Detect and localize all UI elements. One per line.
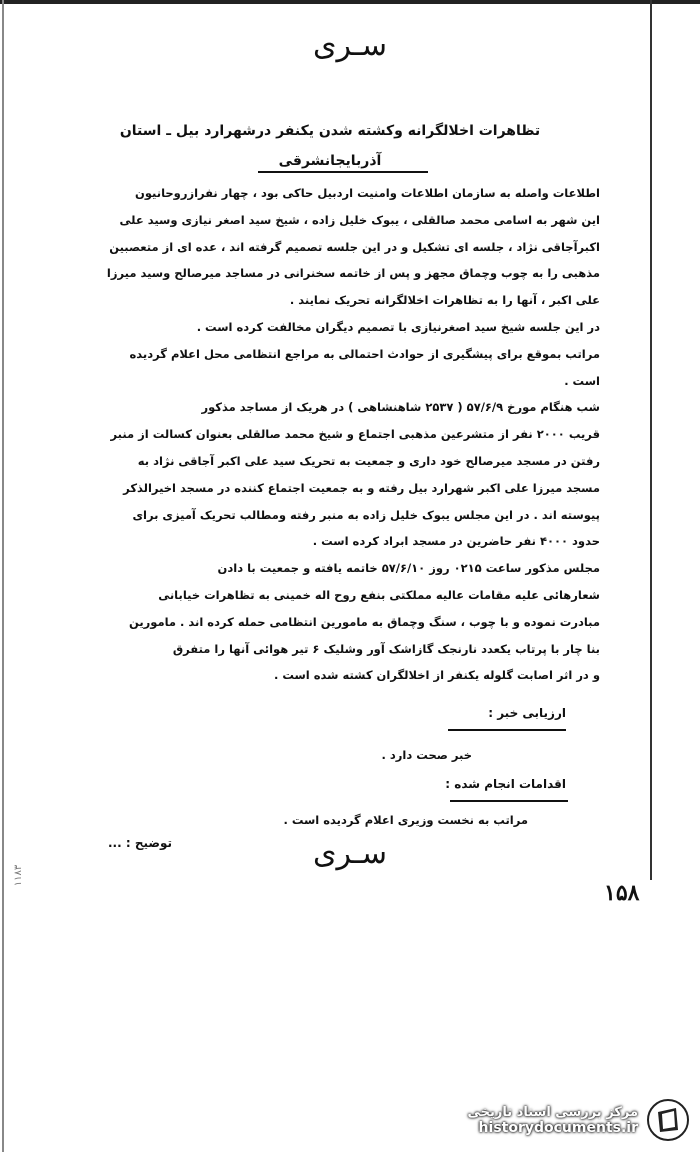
body-line: در این جلسه شیخ سید اصغرنیازی با تصمیم دیگران مخالفت کرده است . (196, 319, 600, 334)
body-line: شعارهائی علیه مقامات عالیه مملکتی بنفع روح اله خمینی به تظاهرات خیابانی (158, 587, 600, 602)
margin-note: ۱۱۸۳ (13, 864, 25, 887)
title-line-1: تظاهرات اخلالگرانه وکشته شدن یکنفر درشهرارد بیل ـ استان (119, 123, 541, 139)
body-line: بنا چار با پرتاب یکعدد نارنجک گازاشک آور وشلیک ۶ تیر هوائی آنها را متفرق (172, 641, 600, 656)
right-border (650, 0, 652, 880)
document-title (110, 116, 550, 176)
actions-label: اقدامات انجام شده : (445, 777, 566, 791)
body-line: علی اکبر ، آنها را به تظاهرات اخلالگرانه تحریک نمایند . (289, 293, 600, 308)
body-line: مسجد میرزا علی اکبر شهرارد بیل رفته و به جمعیت اجتماع کننده در مسجد اخیرالذکر (123, 480, 600, 495)
body-line: اکبرآجاقی نژاد ، جلسه ای تشکیل و در این جلسه تصمیم گرفته اند ، عده ای از متعصبین (109, 239, 600, 254)
evaluation-value: خبر صحت دارد . (381, 748, 472, 762)
notes-label: توضیح : ... (108, 836, 173, 850)
left-border (2, 0, 4, 1152)
actions-value: مراتب به نخست وزیری اعلام گردیده است . (283, 813, 528, 827)
classification-bottom: سـرى (313, 836, 387, 871)
body-line: حدود ۴۰۰۰ نفر حاضرین در مسجد ابراد کرده است . (312, 534, 600, 549)
body-line: پیوسته اند . در این مجلس یبوک خلیل زاده به منبر رفته ومطالب تحریک آمیزی برای (132, 507, 600, 522)
body-line: مبادرت نموده و با چوب ، سنگ وچماق به مامورین انتظامی حمله کرده اند . مامورین (128, 614, 600, 629)
evaluation-underline (448, 729, 566, 731)
archive-logo-icon (646, 1098, 690, 1142)
watermark-text (468, 1105, 639, 1136)
body-line: شب هنگام مورخ ۵۷/۶/۹ ( ۲۵۳۷ شاهنشاهی ) در هریک از مساجد مذکور (201, 400, 600, 415)
body-line: مذهبی را به چوب وچماق مجهز و پس از خاتمه سخنرانی در مساجد میرصالح وسید میرزا (106, 266, 600, 281)
evaluation-label: ارزیابی خبر : (488, 706, 566, 720)
body-line: قریب ۲۰۰۰ نفر از متشرعین مذهبی اجتماع و شیخ محمد صالقلی بعنوان کسالت از منبر (110, 427, 600, 442)
classification-top: سـرى (313, 28, 387, 63)
body-line: اطلاعات واصله به سازمان اطلاعات وامنیت اردبیل حاکی بود ، چهار نفرازروحانیون (135, 186, 600, 200)
title-line-2: آذربایجانشرقی (278, 153, 382, 169)
watermark (468, 1098, 691, 1142)
top-border (0, 0, 700, 4)
body-line: و در اثر اصابت گلوله یکنفر از اخلالگران کشته شده است . (273, 668, 600, 683)
page-number: ۱۵۸ (604, 880, 640, 906)
watermark-url: historydocuments.ir (478, 1119, 638, 1136)
body-line: است . (564, 373, 600, 388)
body-line: مجلس مذکور ساعت ۰۲۱۵ روز ۵۷/۶/۱۰ خاتمه یافته و جمعیت با دادن (217, 561, 600, 576)
document-body (100, 180, 600, 689)
watermark-org-name: مرکز بررسی اسناد تاریخی (467, 1104, 638, 1120)
body-line: این شهر به اسامی محمد صالقلی ، یبوک خلیل زاده ، شیخ سید اصغر نیازی وسید علی (119, 212, 600, 227)
title-underline (258, 171, 428, 173)
body-line: رفتن در مسجد میرصالح خود داری و جمعیت به تحریک سید علی اکبر آجاقی نژاد به (137, 453, 600, 468)
actions-underline (450, 800, 568, 802)
body-line: مراتب بموقع برای پیشگیری از حوادث احتمالی به مراجع انتظامی محل اعلام گردیده (129, 346, 600, 361)
